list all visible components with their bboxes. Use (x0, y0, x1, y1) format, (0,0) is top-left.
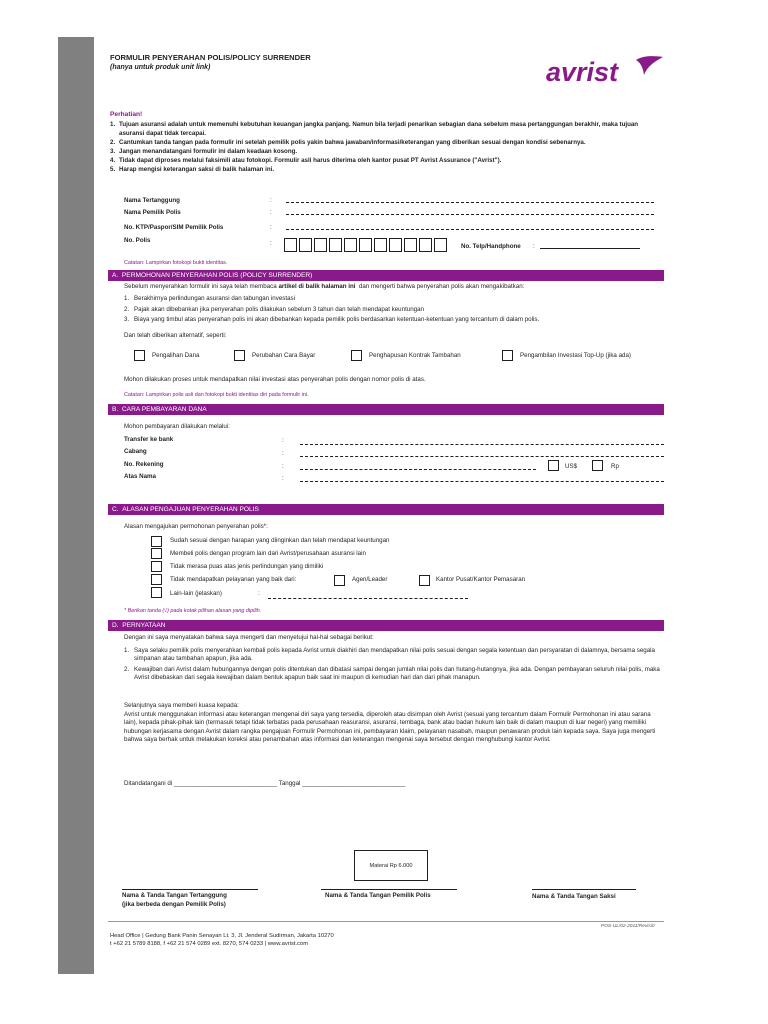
owner-signature-line[interactable] (321, 889, 457, 890)
currency-usd-checkbox[interactable] (548, 460, 559, 471)
insured-signature-line[interactable] (122, 889, 258, 890)
form-subtitle: (hanya untuk produk unit link) (110, 64, 211, 71)
digit-box[interactable] (314, 238, 327, 252)
digit-box[interactable] (389, 238, 402, 252)
footer-contact: t +62 21 5789 8188, f +62 21 574 0289 ext. 8270, 574 0233 | www.avrist.com (110, 941, 309, 947)
alternatives-intro: Dan telah diberikan alternatif, seperti: (124, 332, 227, 339)
reason-label: Lain-lain (jelaskan) (170, 590, 222, 597)
option-label: Pengambilan Investasi Top-Up (jika ada) (520, 352, 631, 359)
reason-profit-checkbox[interactable] (151, 536, 162, 547)
left-margin-bar (58, 37, 94, 974)
service-office-label: Kantor Pusat/Kantor Pemasaran (436, 576, 526, 583)
notice-title: Perhatian! (110, 111, 143, 118)
section-b-header: B. CARA PEMBAYARAN DANA (108, 404, 664, 415)
list-item: 4. Tidak dapat diproses melalui faksimili atau fotokopi. Formulir asli harus diterima oleh kantor pusat PT Avrist Assurance ("Avrist"). (110, 156, 502, 164)
statement-list (124, 647, 664, 683)
reason-unsatisfied-checkbox[interactable] (151, 561, 162, 572)
policy-number-boxes[interactable] (284, 238, 449, 252)
option-fund-switch-checkbox[interactable] (134, 350, 145, 361)
digit-box[interactable] (329, 238, 342, 252)
reason-intro: Alasan mengajukan permohonan penyerahan polis*: (124, 523, 268, 530)
owner-name-label: Nama Pemilik Polis (124, 209, 181, 216)
colon: : (270, 209, 272, 216)
service-agent-checkbox[interactable] (334, 575, 345, 586)
option-label: Pengalihan Dana (152, 352, 200, 359)
insured-name-field[interactable] (286, 202, 654, 203)
form-page (96, 37, 668, 974)
form-title: FORMULIR PENYERAHAN POLIS/POLICY SURRENDER (110, 53, 311, 62)
account-name-label: Atas Nama (124, 473, 156, 480)
owner-id-label: No. KTP/Paspor/SIM Pemilik Polis (124, 224, 224, 231)
owner-name-field[interactable] (286, 214, 654, 215)
colon: : (533, 243, 535, 250)
list-item: 5. Harap mengisi keterangan saksi di balik halaman ini. (110, 165, 275, 173)
digit-box[interactable] (404, 238, 417, 252)
digit-box[interactable] (374, 238, 387, 252)
colon: : (282, 450, 284, 457)
form-code: POS-UL/02-2011/Revisi0 (601, 924, 655, 929)
stamp-duty-label: Materai Rp 6.000 (369, 863, 413, 869)
policy-number-label: No. Polis (124, 237, 151, 244)
reason-label: Membeli polis dengan program lain dari Avrist/perusahaan asuransi lain (170, 550, 366, 557)
branch-label: Cabang (124, 448, 147, 455)
service-office-checkbox[interactable] (419, 575, 430, 586)
section-a-note: Catatan: Lampirkan polis asli dan fotokopi bukti identitas diri pada formulir ini. (124, 392, 309, 398)
colon: : (258, 590, 260, 597)
option-payment-change-checkbox[interactable] (234, 350, 245, 361)
notice-list (110, 121, 640, 174)
logo-text: avrist (546, 57, 619, 87)
footer-divider (108, 921, 664, 922)
owner-signature-label: Nama & Tanda Tangan Pemilik Polis (325, 892, 431, 899)
option-label: Perubahan Cara Bayar (252, 352, 316, 359)
list-item: 1. Saya selaku pemilik polis menyerahkan kembali polis kepada Avrist untuk diakhiri dan mendapatkan nilai polis sesuai dengan segala ketentuan dan persyaratan di dalamnya, bersama segala simpanan atau tambahan apapun, jika ada. (124, 647, 655, 663)
reason-label: Tidak merasa puas atas jenis perlindungan yang dimiliki (170, 563, 324, 570)
payment-intro: Mohon pembayaran dilakukan melalui: (124, 423, 230, 430)
insured-signature-label: Nama & Tanda Tangan Tertanggung (122, 892, 227, 899)
reason-other-checkbox[interactable] (151, 587, 162, 598)
section-a-intro: Sebelum menyerahkan formulir ini saya telah membaca artikel di balik halaman ini dan mengerti bahwa penyerahan polis akan mengakibatkan: (124, 283, 525, 290)
witness-signature-line[interactable] (532, 889, 636, 890)
list-item: 3. Biaya yang timbul atas penyerahan polis ini akan dibebankan kepada pemilik polis berdasarkan ketentuan-ketentuan yang tercantum di dalam polis. (124, 316, 540, 323)
avrist-logo (544, 51, 664, 91)
currency-rp-label: Rp (611, 463, 619, 470)
section-c-note: * Berikan tanda (√) pada kotak pilihan alasan yang dipilih. (124, 608, 262, 614)
branch-field[interactable] (300, 456, 664, 457)
currency-rp-checkbox[interactable] (592, 460, 603, 471)
list-item: 2. Kewajiban dari Avrist dalam hubungannya dengan polis ditentukan dan dibatasi sampai dengan jumlah nilai polis dan hutang-hutangnya, jika ada. Dengan pembayaran seluruh nilai polis, maka Avrist dibebaskan dari segala kewajiban dalam bentuk apapun baik saat ini maupun di kemudian hari dan dari pihak manapun. (124, 665, 660, 682)
digit-box[interactable] (284, 238, 297, 252)
signing-place-date: Ditandatangani di ______________________________ Tanggal ______________________________ (124, 780, 406, 787)
account-number-label: No. Rekening (124, 461, 164, 468)
colon: : (270, 224, 272, 231)
power-of-attorney-title: Selanjutnya saya memberi kuasa kepada: (124, 702, 239, 709)
section-c-header: C. ALASAN PENGAJUAN PENYERAHAN POLIS (108, 504, 664, 515)
colon: : (282, 437, 284, 444)
service-agent-label: Agen/Leader (352, 576, 388, 583)
reason-label: Tidak mendapatkan pelayanan yang baik dari: (170, 576, 297, 583)
account-name-field[interactable] (300, 481, 664, 482)
list-item: 2. Cantumkan tanda tangan pada formulir ini setelah pemilik polis yakin bahwa jawaban/informasi/keterangan yang diberikan sesuai dengan kondisi sebenarnya. (110, 138, 586, 146)
statement-intro: Dengan ini saya menyatakan bahwa saya mengerti dan menyetujui hal-hal sebagai berikut: (124, 634, 374, 641)
section-a-list (124, 294, 539, 326)
list-item: 1. Berakhirnya perlindungan asuransi dan tabungan investasi (124, 295, 295, 302)
section-a-header: A. PERMOHONAN PENYERAHAN POLIS (POLICY SURRENDER) (108, 270, 664, 281)
option-label: Penghapusan Kontrak Tambahan (369, 352, 461, 359)
digit-box[interactable] (299, 238, 312, 252)
phone-field[interactable] (540, 248, 640, 249)
option-topup-withdrawal-checkbox[interactable] (502, 350, 513, 361)
list-item: 2. Pajak akan dibebankan jika penyerahan polis dilakukan sebelum 3 tahun dan telah mendapat keuntungan (124, 305, 424, 313)
digit-box[interactable] (344, 238, 357, 252)
insured-name-label: Nama Tertanggung (124, 197, 180, 204)
list-item: 1. Tujuan asuransi adalah untuk memenuhi kebutuhan keuangan jangka panjang. Namun bila terjadi penarikan sebagian dana sebelum masa pertanggungan berakhir, maka tujuan asuransi dapat tidak tercapai. (110, 121, 639, 137)
bank-name-field[interactable] (300, 444, 664, 445)
witness-signature-label: Nama & Tanda Tangan Saksi (532, 893, 616, 900)
surrender-request: Mohon dilakukan proses untuk mendapatkan nilai investasi atas penyerahan polis dengan nomor polis di atas. (124, 376, 426, 383)
other-reason-field[interactable] (268, 598, 468, 599)
bank-label: Transfer ke bank (124, 436, 174, 443)
reason-poor-service-checkbox[interactable] (151, 574, 162, 585)
reason-label: Sudah sesuai dengan harapan yang diinginkan dan telah mendapat keuntungan (170, 537, 390, 544)
colon: : (270, 240, 272, 247)
identity-note: Catatan: Lampirkan fotokopi bukti identitas. (124, 260, 228, 266)
option-rider-removal-checkbox[interactable] (351, 350, 362, 361)
power-of-attorney-text: Avrist untuk menggunakan informasi atau keterangan mengenai diri saya yang tersedia, diperoleh atau disimpan oleh Avrist (sesuai yang tercantum dalam Formulir Permohonan ini atau sarana lain), kepada pihak-pihak lain (termasuk tetapi tidak terbatas pada perusahaan reasuransi, asuransi, tembaga, bank atau badan hukum lain baik di dalam maupun di luar negeri) yang memiliki hubungan kerjasama dengan Avrist dalam rangka pengajuan Formulir Permohonan ini, pembayaran klaim, pelayanan nasabah, maupun penawaran produk lain kepada saya. Saya juga mengerti bahwa saya berhak untuk melakukan koreksi atau penambahan atas informasi dan keterangan mengenai saya tersebut dengan menghubungi kantor Avrist. (124, 711, 656, 744)
reason-other-program-checkbox[interactable] (151, 548, 162, 559)
colon: : (282, 463, 284, 470)
colon: : (270, 197, 272, 204)
stamp-duty-box (354, 850, 428, 881)
digit-box[interactable] (419, 238, 432, 252)
footer-address: Head Office | Gedung Bank Panin Senayan Lt. 3, Jl. Jenderal Sudirman, Jakarta 10270 (110, 933, 334, 939)
digit-box[interactable] (434, 238, 447, 252)
account-number-field[interactable] (300, 469, 536, 470)
phone-label: No. Telp/Handphone (461, 243, 521, 250)
owner-id-field[interactable] (286, 229, 654, 230)
digit-box[interactable] (359, 238, 372, 252)
colon: : (282, 475, 284, 482)
list-item: 3. Jangan menandatangani formulir ini dalam keadaan kosong. (110, 147, 298, 155)
insured-signature-note: (jika berbeda dengan Pemilik Polis) (122, 901, 226, 908)
currency-usd-label: US$ (565, 463, 578, 470)
avrist-logo-icon (544, 51, 664, 91)
section-d-header: D. PERNYATAAN (108, 620, 664, 631)
logo-swoosh-icon (636, 56, 663, 75)
